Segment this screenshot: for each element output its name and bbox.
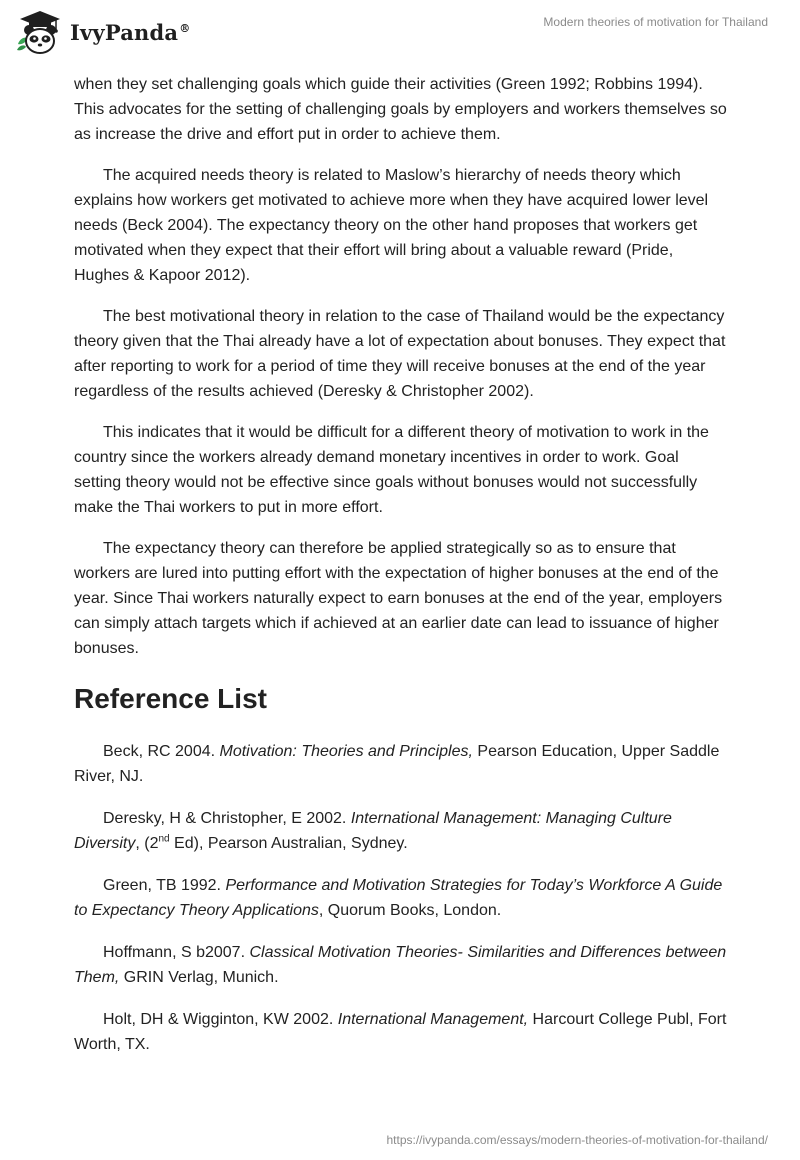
paragraph: when they set challenging goals which guide their activities (Green 1992; Robbins 1994). This advocates for the setting of challenging goals by employers and workers themselves so as increase the drive and effort put in order to achieve them. bbox=[74, 76, 727, 143]
brand-name: IvyPanda® bbox=[70, 19, 191, 45]
panda-graduate-icon bbox=[14, 8, 66, 56]
reference-item: Hoffmann, S b2007. Classical Motivation Theories- Similarities and Differences between Them, GRIN Verlag, Munich. bbox=[74, 944, 727, 986]
paragraph: The best motivational theory in relation to the case of Thailand would be the expectancy theory given that the Thai already have a lot of expectation about bonuses. They expect that after reporting to work for a period of time they will receive bonuses at the end of the year regardless of the results achieved (Deresky & Christopher 2002). bbox=[74, 308, 726, 400]
document-title: Modern theories of motivation for Thailand bbox=[543, 15, 768, 29]
paragraph: The acquired needs theory is related to Maslow’s hierarchy of needs theory which explains how workers get motivated to achieve more when they have acquired lower level needs (Beck 2004). The expectancy theory on the other hand proposes that workers get motivated when they expect that their effort will bring about a valuable reward (Pride, Hughes & Kapoor 2012). bbox=[74, 167, 709, 284]
reference-item: Beck, RC 2004. Motivation: Theories and Principles, Pearson Education, Upper Saddle River, NJ. bbox=[74, 743, 720, 785]
source-url-link[interactable]: https://ivypanda.com/essays/modern-theories-of-motivation-for-thailand/ bbox=[386, 1133, 768, 1147]
reference-list bbox=[74, 739, 728, 1057]
paragraph: The expectancy theory can therefore be applied strategically so as to ensure that workers are lured into putting effort with the expectation of higher bonuses at the end of the year. Since Thai workers naturally expect to earn bonuses at the end of the year, employers can simply attach targets which if achieved at an earlier date can lead to issuance of higher bonuses. bbox=[74, 540, 723, 657]
paragraph: This indicates that it would be difficult for a different theory of motivation to work in the country since the workers already demand monetary incentives in order to work. Goal setting theory would not be effective since goals without bonuses would not successfully make the Thai workers to put in more effort. bbox=[74, 424, 709, 516]
registered-mark: ® bbox=[179, 21, 191, 35]
ivypanda-logo[interactable] bbox=[14, 8, 190, 56]
reference-item: Deresky, H & Christopher, E 2002. International Management: Managing Culture Diversity, (2nd Ed), Pearson Australian, Sydney. bbox=[74, 810, 672, 852]
reference-item: Holt, DH & Wigginton, KW 2002. International Management, Harcourt College Publ, Fort Worth, TX. bbox=[74, 1011, 727, 1053]
essay-content bbox=[74, 72, 728, 1074]
page-header bbox=[0, 0, 800, 60]
reference-item: Green, TB 1992. Performance and Motivation Strategies for Today’s Workforce A Guide to Expectancy Theory Applications, Quorum Books, London. bbox=[74, 877, 723, 919]
reference-list-heading: Reference List bbox=[74, 683, 267, 714]
